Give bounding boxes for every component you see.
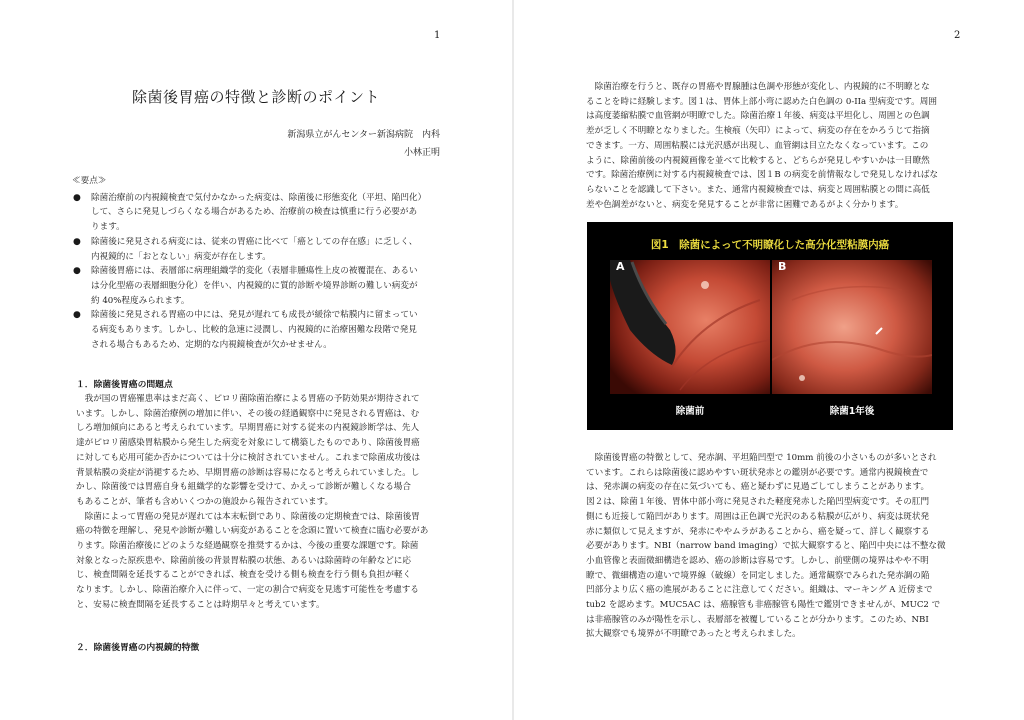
text-line: ように、除菌前後の内視鏡画像を並べて比較すると、どちらが発見しやすいかは一目瞭然 — [586, 155, 930, 166]
text-line: は、発赤調の病変の存在に気づいても、癌と疑わずに見過ごしてしまうことがあります。 — [586, 482, 930, 493]
key-point-item — [72, 264, 448, 308]
bullet-icon: ● — [73, 310, 81, 321]
document-page-2 — [514, 0, 1024, 720]
text-line: らないことを認識して下さい。また、通常内視鏡検査では、病変と周囲粘膜との間に高低 — [586, 184, 930, 195]
text-line: 除菌治療を行うと、既存の胃癌や胃腺腫は色調や形態が変化し、内視鏡的に不明瞭とな — [594, 82, 930, 92]
key-point-item — [72, 235, 448, 264]
figure-title: 図1 除菌によって不明瞭化した高分化型粘膜内癌 — [650, 239, 890, 251]
text-line: 達がピロリ菌感染胃粘膜から発生した病変を対象にして構築したものであり、除菌後胃癌 — [76, 438, 420, 449]
endoscopy-image-after — [772, 260, 932, 394]
text-line: と、安易に検査間隔を延長することは時期早々と考えています。 — [76, 599, 325, 610]
text-line: 対象となった原疾患や、除菌前後の背景胃粘膜の状態、あるいは除菌時の年齢などに応 — [76, 555, 411, 566]
text-line: 差や色調差がないと、病変を発見することが非常に困難であるがよく分かります。 — [586, 199, 904, 210]
text-line: ります。除菌治療後にどのような経過観察を推奨するかは、今後の重要な課題です。除菌 — [76, 541, 419, 552]
text-line: 除菌後に発見される胃癌の中には、発見が遅れても成長が緩徐で粘膜内に留まってい — [91, 310, 418, 321]
key-point-item — [72, 308, 448, 352]
paragraph — [76, 510, 438, 613]
text-line: 除菌後胃癌の特徴として、発赤調、平坦陥凹型で 10mm 前後の小さいものが多いとされ — [594, 453, 937, 463]
key-points-list — [72, 191, 448, 353]
key-point-item — [72, 191, 448, 235]
text-line: に対しても応用可能か否かについては十分に検討されていません。これまで除菌成功後は — [76, 452, 421, 463]
text-line: は分化型癌の表層細胞分化）を伴い、内視鏡的に質的診断や境界診断の難しい病変が — [91, 280, 418, 291]
text-line: なります。しかし、除菌治療介入に伴って、一定の割合で病変を見逃す可能性を考慮する — [76, 585, 419, 596]
bullet-icon: ● — [73, 236, 81, 247]
text-line: 側にも近接して陥凹があります。周囲は正色調で光沢のある粘膜が広がり、病変は斑状発 — [586, 511, 930, 522]
text-line: 約 40%程度みられます。 — [91, 295, 190, 306]
section-1-body — [76, 392, 438, 613]
text-line: して、さらに発見しづらくなる場合があるため、治療前の検査は慎重に行う必要があ — [91, 207, 418, 218]
text-line: 我が国の胃癌罹患率はまだ高く、ピロリ菌除菌治療による胃癌の予防効果が期待されて — [84, 394, 420, 404]
text-line: 瞭で、微細構造の違いで境界線（破線）を同定しました。通常観察でみられた発赤調の陥 — [586, 570, 930, 581]
author-name: 小林正明 — [403, 148, 440, 158]
text-line: ることを時に経験します。図１は、胃体上部小弯に認めた白色調の 0-IIa 型病変です。周囲 — [586, 96, 937, 107]
paragraph — [76, 392, 438, 510]
text-line: 差が乏しく不明瞭となりました。生検痕（矢印）によって、病変の存在をかろうじて指摘 — [586, 126, 930, 137]
figure-label-b: B — [778, 260, 787, 273]
key-points-section — [72, 174, 448, 352]
endoscopy-image-before — [610, 260, 770, 394]
page-2-paragraph-1 — [586, 80, 955, 212]
section-heading-1: １．除菌後胃癌の問題点 — [76, 380, 173, 390]
text-line: 凹部分より広く癌の進展があることに注意してください。組織は、マーキング A 近傍まで — [586, 585, 933, 596]
text-line: tub2 を認めます。MUC5AC は、癌腺管も非癌腺管も陽性で鑑別できませんが、MUC2 で — [586, 600, 941, 611]
text-line: は非癌腺管のみが陽性を示し、表層部を被覆していることが分かります。このため、NBI — [586, 614, 929, 625]
key-points-heading: ≪要点≫ — [72, 176, 107, 186]
article-title: 除菌後胃癌の特徴と診断のポイント — [131, 88, 380, 106]
text-line: 図２は、除菌１年後、胃体中部小弯に発見された軽度発赤した陥凹型病変です。その肛門 — [586, 497, 930, 508]
text-line: ています。これらは除菌後に認めやすい斑状発赤との鑑別が必要です。通常内視鏡検査で — [586, 467, 929, 478]
figure-1 — [587, 222, 953, 430]
text-line: 除菌後に発見される病変には、従来の胃癌に比べて「癌としての存在感」に乏しく、 — [91, 236, 418, 247]
text-line: います。しかし、除菌治療例の増加に伴い、その後の経過観察中に発見される胃癌は、む — [76, 408, 420, 419]
text-line: る病変もあります。しかし、比較的急速に浸潤し、内視鏡的に治療困難な段階で発見 — [91, 325, 417, 336]
text-line: しろ増加傾向にあると考えられています。早期胃癌に対する従来の内視鏡診断学は、先人 — [76, 423, 420, 434]
caption-after: 除菌1年後 — [829, 406, 875, 417]
text-line: 除菌治療前の内視鏡検査で気付かなかった病変は、除菌後に形態変化（平坦、陥凹化） — [91, 192, 427, 203]
section-heading-2: ２．除菌後胃癌の内視鏡的特徴 — [76, 643, 200, 653]
text-line: もあることが、筆者も含めいくつかの施設から報告されています。 — [76, 496, 334, 507]
page-number: 2 — [954, 30, 961, 41]
text-line: 赤に類似して見えますが、発赤にややムラがあることから、癌を疑って、詳しく観察する — [586, 526, 930, 537]
page-number: 1 — [434, 30, 441, 41]
text-line: 除菌によって胃癌の発見が遅れては本末転倒であり、除菌後の定期検査では、除菌後胃 — [84, 511, 420, 522]
text-line: できます。一方、周囲粘膜には光沢感が出現し、血管網は目立たなくなっています。この — [586, 140, 929, 151]
text-line: 癌の特徴を理解し、発見や診断が難しい病変があることを念頭に置いて検査に臨む必要があ — [76, 526, 429, 537]
text-line: される場合もあるため、定期的な内視鏡検査が欠かせません。 — [91, 339, 332, 350]
text-line: 背景粘膜の炎症が消褪するため、早期胃癌の診断は容易になると考えられていました。し — [76, 467, 420, 478]
text-line: 除菌後胃癌には、表層部に病理組織学的変化（表層非腫瘍性上皮の被覆混在、あるい — [91, 266, 418, 277]
text-line: は高度萎縮粘膜で血管網が明瞭でした。除菌治療１年後、病変は平坦化し、周囲との色調 — [586, 111, 930, 122]
text-line: です。除菌治療例に対する内視鏡検査では、図１B の病変を前情報なしで発見しなければな — [586, 170, 939, 181]
text-line: 拡大観察でも境界が不明瞭であったと考えられました。 — [586, 629, 801, 640]
bullet-icon: ● — [73, 266, 81, 277]
page-2-paragraph-2 — [586, 451, 955, 642]
text-line: ります。 — [91, 222, 125, 233]
text-line: 必要があります。NBI（narrow band imaging）で拡大観察すると、陥凹中央には不整な微 — [586, 541, 946, 552]
text-line: 内視鏡的に「おとなしい」病変が存在します。 — [91, 251, 271, 262]
figure-label-a: A — [616, 260, 625, 273]
text-line: 小血管像と表面微細構造を認め、癌の診断は容易です。しかし、前壁側の境界はやや不明 — [586, 555, 929, 566]
bullet-icon: ● — [73, 192, 81, 203]
text-line: じ、検査間隔を延長することができれば、検査を受ける側も検査を行う側も負担が軽く — [76, 570, 412, 581]
author-affiliation: 新潟県立がんセンター新潟病院 内科 — [287, 130, 440, 140]
text-line: かし、除菌後では胃癌自身も組織学的な影響を受けて、かえって診断が難しくなる場合 — [76, 482, 411, 493]
caption-before: 除菌前 — [675, 406, 705, 417]
